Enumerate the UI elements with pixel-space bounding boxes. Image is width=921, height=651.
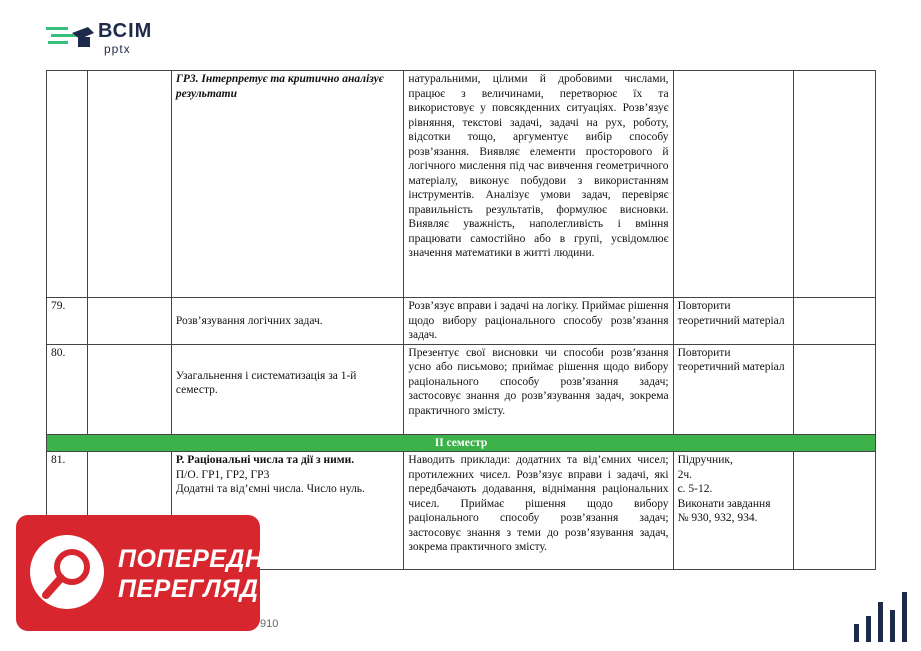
table-row [47,344,876,434]
lesson-topic: Розв’язування логічних задач. [171,298,404,345]
empty-cell [794,71,876,298]
topic-title: Р. Раціональні числа та дії з ними. [175,454,355,466]
empty-cell [794,344,876,434]
logo-mark-icon [46,24,94,52]
logo-brand: ВСІМ [98,20,153,42]
empty-cell [87,298,171,345]
logo-subtitle: pptx [104,42,131,56]
bar-logo-icon [850,588,914,644]
site-logo[interactable] [46,14,176,60]
lesson-homework: Повторити теоретичний матеріал [673,298,794,345]
lesson-number: 79. [47,298,88,345]
lesson-activity: Наводить приклади: додатних та від’ємних чисел; протилежних чисел. Розв’язує вправи і задачі, які передбачають додавання, віднімання раціональних чисел. Приймає рішення щодо вибору раціонального способу розв’язання задач; застосовує знання з теми до розв’язування задач, зокрема практичного змісту. [404,452,673,570]
homework-line: Виконати завдання [677,497,771,510]
lesson-homework [673,452,794,570]
page-number: 910 [260,618,279,630]
empty-cell [87,71,171,298]
semester-heading: ІІ семестр [47,434,876,452]
topic-groups: П/О. ГР1, ГР2, ГР3 [175,468,270,481]
table-row [47,71,876,298]
lesson-number: 80. [47,344,88,434]
lesson-number [47,71,88,298]
lesson-homework [673,71,794,298]
lesson-number: 81. [47,452,88,570]
magnifier-icon [38,543,98,603]
empty-cell [794,452,876,570]
lesson-activity: натуральними, цілими й дробовими числами, працює з величинами, перетворює їх та використовує у повсякденних ситуаціях. Розв’язує рівняння, текстові задачі, задачі на рух, роботу, відсотки тощо, аргументує вибір способу розв’язання. Виявляє елементи просторового й логічного мислення під час вивчення геометричного матеріалу, виконує побудови з використанням інструментів. Аналізує умови задач, перевіряє правильність результатів, формулює висновки. Виявляє уважність, наполегливість і вміння працювати самостійно або в групі, усвідомлює значення математики в житті людини. [404,71,673,298]
homework-line: № 930, 932, 934. [677,512,758,524]
homework-line: с. 5-12. [677,483,713,495]
homework-line: Підручник, [677,454,733,466]
lesson-topic: Узагальнення і систематизація за 1-й семестр. [171,344,404,434]
preview-line-2: ПЕРЕГЛЯД [118,575,259,603]
table-row [47,298,876,345]
topic-subtitle: Додатні та від’ємні числа. Число нуль. [175,483,365,495]
homework-line: 2ч. [677,468,692,481]
preview-line-1: ПОПЕРЕДНІЙ [118,545,290,573]
lesson-plan-table [46,70,876,570]
lesson-activity: Розв’язує вправи і задачі на логіку. Приймає рішення щодо вибору раціонального способу розв’язання задач. [404,298,673,345]
semester-row [47,434,876,452]
empty-cell [794,298,876,345]
empty-cell [87,344,171,434]
lesson-topic: ГР3. Інтерпретує та критично аналізує результати [171,71,404,298]
lesson-activity: Презентує свої висновки чи способи розв’язання усно або письмово; приймає рішення щодо вибору раціонального способу розв’язання задач; застосовує знання до розв’язування задач, зокрема практичного змісту. [404,344,673,434]
lesson-homework: Повторити теоретичний матеріал [673,344,794,434]
